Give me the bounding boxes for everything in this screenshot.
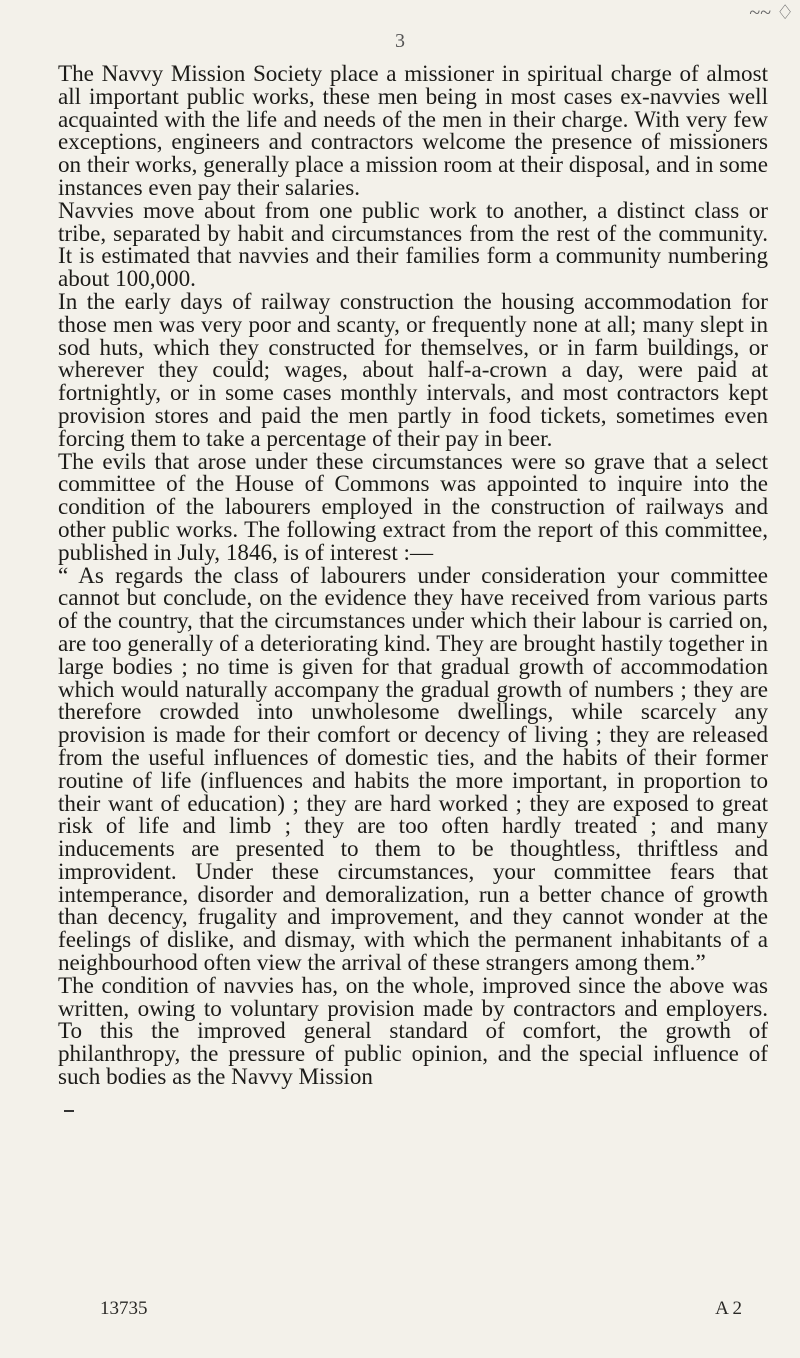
page-footer: [100, 1298, 742, 1320]
signature-number: 13735: [100, 1298, 148, 1319]
margin-dash: [64, 1110, 74, 1112]
page-number: 3: [395, 30, 405, 52]
body-text: [58, 62, 768, 1088]
paragraph: The evils that arose under these circumstances were so grave that a select committee of the House of Commons was appointed to inquire into the condition of the labourers employed in the construction of railways and other public works. The following extract from the report of this committee, published in July, 1846, is of interest :—: [58, 447, 768, 565]
paragraph: In the early days of railway construction the housing accommodation for those men was very poor and scanty, or frequently none at all; many slept in sod huts, which they constructed for themselves, or in farm buildings, or wherever they could; wages, about half-a-crown a day, were paid at fortnightly, or in some cases monthly intervals, and most contractors kept provision stores and paid the men partly in food tickets, sometimes even forcing them to take a percentage of their pay in beer.: [58, 287, 768, 451]
quotation-paragraph: “ As regards the class of labourers under consideration your committee cannot but conclude, on the evidence they have received from various parts of the country, that the circumstances under which their labour is carried on, are too generally of a deteriorating kind. They are brought hastily together in large bodies ; no time is given for that gradual growth of accommodation which would naturally accompany the gradual growth of numbers ; they are therefore crowded into unwholesome dwellings, while scarcely any provision is made for their comfort or decency of living ; they are released from the useful influences of domestic ties, and the habits of their former routine of life (influences and habits the more important, in proportion to their want of education) ; they are hard worked ; they are exposed to great risk of life and limb ; they are too often hardly treated ; and many inducements are presented to them to be thoughtless, thriftless and improvident. Under these circumstances, your committee fears that intemperance, disorder and demoralization, run a better chance of growth than decency, frugality and improvement, and they cannot wonder at the feelings of dislike, and dismay, with which the permanent inhabitants of a neighbourhood often view the arrival of these strangers among them.”: [58, 561, 768, 976]
corner-mark: ~~ ♢: [749, 2, 794, 24]
signature-mark: A 2: [715, 1298, 742, 1319]
paragraph: Navvies move about from one public work to another, a distinct class or tribe, separated by habit and circumstances from the rest of the community. It is estimated that navvies and their families form a community numbering about 100,000.: [58, 196, 768, 292]
paragraph: The Navvy Mission Society place a missioner in spiritual charge of almost all important public works, these men being in most cases ex-navvies well acquainted with the life and needs of the men in their charge. With very few exceptions, engineers and contractors welcome the presence of missioners on their works, generally place a mission room at their disposal, and in some instances even pay their salaries.: [58, 60, 768, 200]
paragraph: The condition of navvies has, on the whole, improved since the above was written, owing to voluntary provision made by contractors and employers. To this the improved general standard of comfort, the growth of philanthropy, the pressure of public opinion, and the special influence of such bodies as the Navvy Mission: [58, 971, 768, 1090]
